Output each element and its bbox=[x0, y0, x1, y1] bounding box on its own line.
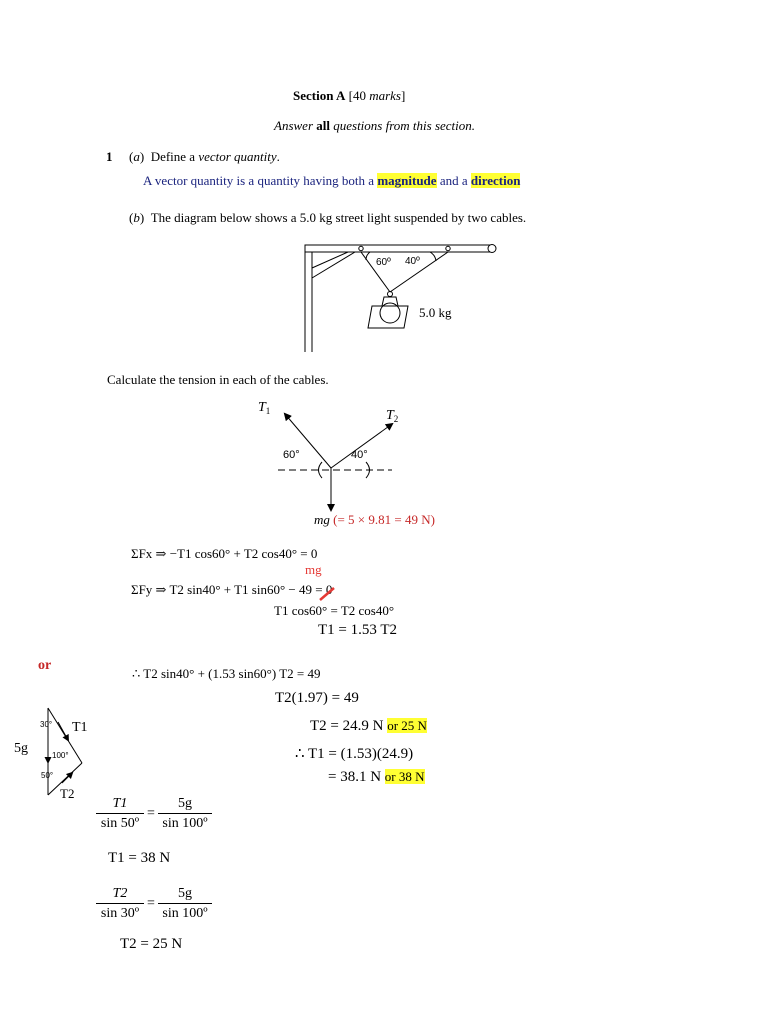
diagram-angle-40: 40º bbox=[405, 256, 420, 267]
triangle-t1-label: T1 bbox=[72, 720, 88, 735]
alt-or-label: or bbox=[38, 658, 52, 673]
correction-mg: mg bbox=[305, 562, 322, 577]
triangle-5g-label: 5g bbox=[14, 741, 28, 756]
equation-4: T1 = 1.53 T2 bbox=[318, 622, 398, 638]
fbd-t1-label: $T_1$ bbox=[258, 400, 271, 416]
triangle-angle-30: 30° bbox=[40, 720, 53, 729]
instruction: Answer all questions from this section. bbox=[274, 118, 476, 133]
result-t1: T1 = 38 N bbox=[108, 850, 171, 866]
question-number: 1 bbox=[106, 149, 113, 164]
equals-sign-1: = bbox=[147, 806, 155, 821]
fraction-t2-sin30: T2 sin 30º bbox=[96, 885, 144, 922]
diagram-mass-label: 5.0 kg bbox=[419, 305, 452, 320]
fbd-t2-label: $T_2$ bbox=[386, 408, 399, 424]
equation-6: T2(1.97) = 49 bbox=[275, 690, 359, 706]
fbd-mg-label: mg (= 5 × 9.81 = 49 N) bbox=[314, 512, 435, 527]
equals-sign-2: = bbox=[147, 896, 155, 911]
equation-3: T1 cos60° = T2 cos40° bbox=[274, 603, 395, 618]
fraction-5g-sin100: 5g sin 100º bbox=[158, 795, 212, 832]
answer-a: A vector quantity is a quantity having both a magnitude and a direction bbox=[143, 173, 521, 188]
section-title: Section A [40 marks] bbox=[293, 88, 406, 103]
street-light-diagram bbox=[300, 240, 500, 355]
question-b: (b) The diagram below shows a 5.0 kg street light suspended by two cables. bbox=[129, 210, 527, 225]
equation-9: = 38.1 N or 38 N bbox=[328, 769, 425, 785]
equation-8: ∴ T1 = (1.53)(24.9) bbox=[295, 746, 414, 762]
equation-5: ∴ T2 sin40° + (1.53 sin60°) T2 = 49 bbox=[132, 666, 321, 681]
vector-triangle bbox=[40, 700, 100, 800]
triangle-angle-50: 50° bbox=[41, 771, 54, 780]
equation-7: T2 = 24.9 N or 25 N bbox=[310, 718, 427, 734]
fbd-angle-60: 60° bbox=[283, 449, 300, 461]
equation-fx: ΣFx ⇒ −T1 cos60° + T2 cos40° = 0 bbox=[131, 546, 318, 561]
diagram-angle-60: 60º bbox=[376, 257, 391, 268]
fbd-angle-40: 40° bbox=[351, 449, 368, 461]
calc-prompt: Calculate the tension in each of the cables. bbox=[107, 372, 329, 387]
fraction-t1-sin50: T1 sin 50º bbox=[96, 795, 144, 832]
triangle-angle-100: 100° bbox=[52, 751, 69, 760]
equation-fy: ΣFy ⇒ T2 sin40° + T1 sin60° − 49 = 0 bbox=[131, 582, 333, 597]
correction-strike bbox=[318, 586, 338, 602]
question-a: (a) Define a vector quantity. bbox=[129, 149, 280, 164]
result-t2: T2 = 25 N bbox=[120, 936, 183, 952]
fraction-5g-sin100-b: 5g sin 100º bbox=[158, 885, 212, 922]
triangle-t2-label: T2 bbox=[60, 786, 75, 801]
